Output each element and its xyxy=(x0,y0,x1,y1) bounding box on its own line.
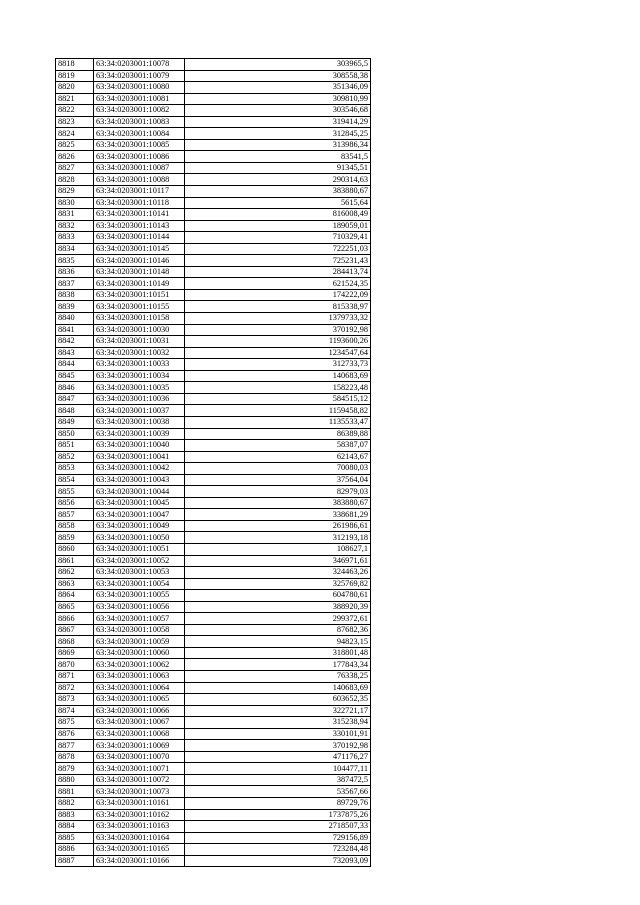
row-number-cell: 8865 xyxy=(56,601,94,613)
row-number-cell: 8842 xyxy=(56,336,94,348)
row-number-cell: 8821 xyxy=(56,93,94,105)
cadastral-number-cell: 63:34:0203001:10086 xyxy=(94,151,185,163)
cadastral-number-cell: 63:34:0203001:10149 xyxy=(94,278,185,290)
cadastral-number-cell: 63:34:0203001:10118 xyxy=(94,197,185,209)
cadastral-value-cell: 87682,36 xyxy=(185,624,371,636)
row-number-cell: 8832 xyxy=(56,220,94,232)
cadastral-number-cell: 63:34:0203001:10063 xyxy=(94,670,185,682)
cadastral-value-cell: 732093,09 xyxy=(185,855,371,867)
table-row xyxy=(56,301,371,313)
table-row xyxy=(56,832,371,844)
cadastral-number-cell: 63:34:0203001:10042 xyxy=(94,463,185,475)
table-row xyxy=(56,393,371,405)
table-row xyxy=(56,774,371,786)
cadastral-number-cell: 63:34:0203001:10070 xyxy=(94,751,185,763)
cadastral-value-cell: 325769,82 xyxy=(185,578,371,590)
cadastral-number-cell: 63:34:0203001:10067 xyxy=(94,717,185,729)
cadastral-value-cell: 94823,15 xyxy=(185,636,371,648)
cadastral-number-cell: 63:34:0203001:10043 xyxy=(94,474,185,486)
cadastral-number-cell: 63:34:0203001:10031 xyxy=(94,336,185,348)
table-row xyxy=(56,186,371,198)
cadastral-number-cell: 63:34:0203001:10078 xyxy=(94,59,185,71)
cadastral-value-cell: 604780,61 xyxy=(185,590,371,602)
row-number-cell: 8872 xyxy=(56,682,94,694)
row-number-cell: 8840 xyxy=(56,313,94,325)
row-number-cell: 8877 xyxy=(56,740,94,752)
cadastral-number-cell: 63:34:0203001:10044 xyxy=(94,486,185,498)
row-number-cell: 8848 xyxy=(56,405,94,417)
row-number-cell: 8837 xyxy=(56,278,94,290)
cadastral-number-cell: 63:34:0203001:10162 xyxy=(94,809,185,821)
table-row xyxy=(56,740,371,752)
table-row xyxy=(56,416,371,428)
cadastral-value-cell: 388920,39 xyxy=(185,601,371,613)
cadastral-value-cell: 621524,35 xyxy=(185,278,371,290)
table-row xyxy=(56,232,371,244)
cadastral-number-cell: 63:34:0203001:10052 xyxy=(94,555,185,567)
table-row xyxy=(56,486,371,498)
table-row xyxy=(56,474,371,486)
cadastral-value-cell: 58387,07 xyxy=(185,440,371,452)
table-row xyxy=(56,209,371,221)
cadastral-number-cell: 63:34:0203001:10059 xyxy=(94,636,185,648)
cadastral-number-cell: 63:34:0203001:10071 xyxy=(94,763,185,775)
table-row xyxy=(56,382,371,394)
row-number-cell: 8862 xyxy=(56,567,94,579)
row-number-cell: 8836 xyxy=(56,266,94,278)
cadastral-number-cell: 63:34:0203001:10165 xyxy=(94,844,185,856)
cadastral-value-cell: 284413,74 xyxy=(185,266,371,278)
cadastral-value-cell: 86389,88 xyxy=(185,428,371,440)
table-row xyxy=(56,405,371,417)
cadastral-number-cell: 63:34:0203001:10117 xyxy=(94,186,185,198)
cadastral-value-cell: 1379733,32 xyxy=(185,313,371,325)
table-row xyxy=(56,682,371,694)
row-number-cell: 8880 xyxy=(56,774,94,786)
table-row xyxy=(56,567,371,579)
cadastral-number-cell: 63:34:0203001:10066 xyxy=(94,705,185,717)
cadastral-number-cell: 63:34:0203001:10036 xyxy=(94,393,185,405)
cadastral-value-cell: 710329,41 xyxy=(185,232,371,244)
table-row xyxy=(56,751,371,763)
cadastral-value-cell: 370192,98 xyxy=(185,740,371,752)
cadastral-number-cell: 63:34:0203001:10030 xyxy=(94,324,185,336)
cadastral-value-cell: 83541,5 xyxy=(185,151,371,163)
row-number-cell: 8854 xyxy=(56,474,94,486)
row-number-cell: 8858 xyxy=(56,520,94,532)
cadastral-number-cell: 63:34:0203001:10040 xyxy=(94,440,185,452)
cadastral-number-cell: 63:34:0203001:10053 xyxy=(94,567,185,579)
table-row xyxy=(56,162,371,174)
cadastral-number-cell: 63:34:0203001:10064 xyxy=(94,682,185,694)
cadastral-value-cell: 299372,61 xyxy=(185,613,371,625)
table-row xyxy=(56,520,371,532)
table-row xyxy=(56,728,371,740)
table-row xyxy=(56,717,371,729)
table-row xyxy=(56,659,371,671)
table-row xyxy=(56,370,371,382)
cadastral-number-cell: 63:34:0203001:10080 xyxy=(94,82,185,94)
cadastral-value-cell: 177843,34 xyxy=(185,659,371,671)
cadastral-value-cell: 108627,1 xyxy=(185,543,371,555)
row-number-cell: 8826 xyxy=(56,151,94,163)
row-number-cell: 8823 xyxy=(56,116,94,128)
cadastral-value-cell: 140683,69 xyxy=(185,370,371,382)
row-number-cell: 8884 xyxy=(56,821,94,833)
cadastral-number-cell: 63:34:0203001:10158 xyxy=(94,313,185,325)
cadastral-value-cell: 815338,97 xyxy=(185,301,371,313)
cadastral-value-cell: 603652,35 xyxy=(185,694,371,706)
table-row xyxy=(56,590,371,602)
table-row xyxy=(56,93,371,105)
table-row xyxy=(56,543,371,555)
cadastral-number-cell: 63:34:0203001:10155 xyxy=(94,301,185,313)
row-number-cell: 8845 xyxy=(56,370,94,382)
table-row xyxy=(56,798,371,810)
cadastral-number-cell: 63:34:0203001:10056 xyxy=(94,601,185,613)
row-number-cell: 8867 xyxy=(56,624,94,636)
row-number-cell: 8844 xyxy=(56,359,94,371)
cadastral-number-cell: 63:34:0203001:10072 xyxy=(94,774,185,786)
table-row xyxy=(56,670,371,682)
table-row xyxy=(56,197,371,209)
row-number-cell: 8849 xyxy=(56,416,94,428)
table-row xyxy=(56,809,371,821)
row-number-cell: 8856 xyxy=(56,497,94,509)
row-number-cell: 8860 xyxy=(56,543,94,555)
row-number-cell: 8828 xyxy=(56,174,94,186)
row-number-cell: 8885 xyxy=(56,832,94,844)
row-number-cell: 8855 xyxy=(56,486,94,498)
cadastral-number-cell: 63:34:0203001:10081 xyxy=(94,93,185,105)
cadastral-number-cell: 63:34:0203001:10060 xyxy=(94,647,185,659)
cadastral-number-cell: 63:34:0203001:10073 xyxy=(94,786,185,798)
row-number-cell: 8819 xyxy=(56,70,94,82)
cadastral-value-cell: 82979,03 xyxy=(185,486,371,498)
cadastral-number-cell: 63:34:0203001:10055 xyxy=(94,590,185,602)
table-row xyxy=(56,636,371,648)
row-number-cell: 8843 xyxy=(56,347,94,359)
row-number-cell: 8822 xyxy=(56,105,94,117)
cadastral-number-cell: 63:34:0203001:10143 xyxy=(94,220,185,232)
cadastral-number-cell: 63:34:0203001:10058 xyxy=(94,624,185,636)
cadastral-number-cell: 63:34:0203001:10049 xyxy=(94,520,185,532)
table-row xyxy=(56,694,371,706)
cadastral-value-cell: 1234547,64 xyxy=(185,347,371,359)
row-number-cell: 8835 xyxy=(56,255,94,267)
table-row xyxy=(56,763,371,775)
cadastral-number-cell: 63:34:0203001:10068 xyxy=(94,728,185,740)
table-row xyxy=(56,139,371,151)
table-row xyxy=(56,128,371,140)
cadastral-number-cell: 63:34:0203001:10141 xyxy=(94,209,185,221)
table-row xyxy=(56,359,371,371)
cadastral-number-cell: 63:34:0203001:10051 xyxy=(94,543,185,555)
row-number-cell: 8829 xyxy=(56,186,94,198)
cadastral-value-cell: 70080,03 xyxy=(185,463,371,475)
cadastral-value-cell: 303965,5 xyxy=(185,59,371,71)
cadastral-value-cell: 37564,04 xyxy=(185,474,371,486)
cadastral-value-cell: 261986,61 xyxy=(185,520,371,532)
table-row xyxy=(56,70,371,82)
row-number-cell: 8839 xyxy=(56,301,94,313)
cadastral-number-cell: 63:34:0203001:10038 xyxy=(94,416,185,428)
cadastral-number-cell: 63:34:0203001:10145 xyxy=(94,243,185,255)
table-row xyxy=(56,451,371,463)
table-row xyxy=(56,613,371,625)
cadastral-value-cell: 312845,25 xyxy=(185,128,371,140)
table-row xyxy=(56,220,371,232)
cadastral-value-cell: 330101,91 xyxy=(185,728,371,740)
row-number-cell: 8825 xyxy=(56,139,94,151)
cadastral-number-cell: 63:34:0203001:10045 xyxy=(94,497,185,509)
table-row xyxy=(56,255,371,267)
cadastral-number-cell: 63:34:0203001:10148 xyxy=(94,266,185,278)
table-row xyxy=(56,555,371,567)
cadastral-value-cell: 723284,48 xyxy=(185,844,371,856)
cadastral-value-cell: 383880,67 xyxy=(185,497,371,509)
cadastral-value-cell: 351346,09 xyxy=(185,82,371,94)
row-number-cell: 8834 xyxy=(56,243,94,255)
cadastral-value-cell: 290314,63 xyxy=(185,174,371,186)
table-row xyxy=(56,336,371,348)
cadastral-value-cell: 1135533,47 xyxy=(185,416,371,428)
cadastral-number-cell: 63:34:0203001:10035 xyxy=(94,382,185,394)
cadastral-number-cell: 63:34:0203001:10054 xyxy=(94,578,185,590)
cadastral-number-cell: 63:34:0203001:10069 xyxy=(94,740,185,752)
row-number-cell: 8830 xyxy=(56,197,94,209)
cadastral-value-cell: 91345,51 xyxy=(185,162,371,174)
cadastral-number-cell: 63:34:0203001:10161 xyxy=(94,798,185,810)
table-row xyxy=(56,463,371,475)
cadastral-value-cell: 89729,76 xyxy=(185,798,371,810)
cadastral-value-cell: 308558,38 xyxy=(185,70,371,82)
row-number-cell: 8876 xyxy=(56,728,94,740)
table-row xyxy=(56,509,371,521)
cadastral-value-cell: 338681,29 xyxy=(185,509,371,521)
row-number-cell: 8879 xyxy=(56,763,94,775)
table-row xyxy=(56,266,371,278)
row-number-cell: 8818 xyxy=(56,59,94,71)
cadastral-value-cell: 62143,67 xyxy=(185,451,371,463)
cadastral-value-cell: 5615,64 xyxy=(185,197,371,209)
table-row xyxy=(56,428,371,440)
table-row xyxy=(56,243,371,255)
cadastral-number-cell: 63:34:0203001:10041 xyxy=(94,451,185,463)
table-row xyxy=(56,440,371,452)
row-number-cell: 8824 xyxy=(56,128,94,140)
row-number-cell: 8863 xyxy=(56,578,94,590)
cadastral-value-cell: 729156,89 xyxy=(185,832,371,844)
table-row xyxy=(56,313,371,325)
row-number-cell: 8831 xyxy=(56,209,94,221)
cadastral-number-cell: 63:34:0203001:10085 xyxy=(94,139,185,151)
cadastral-value-cell: 1737875,26 xyxy=(185,809,371,821)
table-row xyxy=(56,601,371,613)
table-row xyxy=(56,578,371,590)
cadastral-value-cell: 140683,69 xyxy=(185,682,371,694)
cadastral-value-cell: 370192,98 xyxy=(185,324,371,336)
row-number-cell: 8886 xyxy=(56,844,94,856)
cadastral-number-cell: 63:34:0203001:10082 xyxy=(94,105,185,117)
row-number-cell: 8866 xyxy=(56,613,94,625)
row-number-cell: 8869 xyxy=(56,647,94,659)
row-number-cell: 8827 xyxy=(56,162,94,174)
row-number-cell: 8871 xyxy=(56,670,94,682)
cadastral-value-cell: 725231,43 xyxy=(185,255,371,267)
cadastral-number-cell: 63:34:0203001:10039 xyxy=(94,428,185,440)
row-number-cell: 8887 xyxy=(56,855,94,867)
table-row xyxy=(56,532,371,544)
cadastral-value-cell: 722251,03 xyxy=(185,243,371,255)
cadastral-value-cell: 387472,5 xyxy=(185,774,371,786)
table-row xyxy=(56,647,371,659)
cadastral-number-cell: 63:34:0203001:10065 xyxy=(94,694,185,706)
cadastral-value-cell: 312733,73 xyxy=(185,359,371,371)
table-row xyxy=(56,151,371,163)
table-body xyxy=(56,59,371,867)
cadastral-number-cell: 63:34:0203001:10062 xyxy=(94,659,185,671)
row-number-cell: 8847 xyxy=(56,393,94,405)
row-number-cell: 8864 xyxy=(56,590,94,602)
row-number-cell: 8838 xyxy=(56,289,94,301)
table-row xyxy=(56,116,371,128)
table-row xyxy=(56,497,371,509)
table-row xyxy=(56,705,371,717)
row-number-cell: 8882 xyxy=(56,798,94,810)
table-row xyxy=(56,324,371,336)
table-row xyxy=(56,278,371,290)
table-row xyxy=(56,855,371,867)
cadastral-number-cell: 63:34:0203001:10083 xyxy=(94,116,185,128)
row-number-cell: 8853 xyxy=(56,463,94,475)
cadastral-number-cell: 63:34:0203001:10033 xyxy=(94,359,185,371)
cadastral-value-cell: 318801,48 xyxy=(185,647,371,659)
table-row xyxy=(56,174,371,186)
cadastral-number-cell: 63:34:0203001:10047 xyxy=(94,509,185,521)
cadastral-value-cell: 1159458,82 xyxy=(185,405,371,417)
row-number-cell: 8870 xyxy=(56,659,94,671)
row-number-cell: 8859 xyxy=(56,532,94,544)
table-row xyxy=(56,624,371,636)
cadastral-value-cell: 158223,48 xyxy=(185,382,371,394)
row-number-cell: 8875 xyxy=(56,717,94,729)
cadastral-value-cell: 189059,01 xyxy=(185,220,371,232)
row-number-cell: 8833 xyxy=(56,232,94,244)
row-number-cell: 8874 xyxy=(56,705,94,717)
row-number-cell: 8878 xyxy=(56,751,94,763)
cadastral-number-cell: 63:34:0203001:10146 xyxy=(94,255,185,267)
cadastral-value-cell: 303546,68 xyxy=(185,105,371,117)
cadastral-value-cell: 471176,27 xyxy=(185,751,371,763)
row-number-cell: 8850 xyxy=(56,428,94,440)
cadastral-value-cell: 309810,99 xyxy=(185,93,371,105)
table-row xyxy=(56,289,371,301)
cadastral-value-cell: 104477,11 xyxy=(185,763,371,775)
table-row xyxy=(56,844,371,856)
cadastral-value-cell: 313986,34 xyxy=(185,139,371,151)
row-number-cell: 8820 xyxy=(56,82,94,94)
cadastral-number-cell: 63:34:0203001:10084 xyxy=(94,128,185,140)
table-row xyxy=(56,82,371,94)
cadastral-number-cell: 63:34:0203001:10144 xyxy=(94,232,185,244)
row-number-cell: 8868 xyxy=(56,636,94,648)
row-number-cell: 8846 xyxy=(56,382,94,394)
table-row xyxy=(56,821,371,833)
cadastral-number-cell: 63:34:0203001:10163 xyxy=(94,821,185,833)
table-row xyxy=(56,786,371,798)
cadastral-value-cell: 312193,18 xyxy=(185,532,371,544)
row-number-cell: 8841 xyxy=(56,324,94,336)
cadastral-value-cell: 816008,49 xyxy=(185,209,371,221)
cadastral-value-cell: 322721,17 xyxy=(185,705,371,717)
cadastral-number-cell: 63:34:0203001:10034 xyxy=(94,370,185,382)
row-number-cell: 8861 xyxy=(56,555,94,567)
row-number-cell: 8852 xyxy=(56,451,94,463)
row-number-cell: 8873 xyxy=(56,694,94,706)
cadastral-number-cell: 63:34:0203001:10050 xyxy=(94,532,185,544)
cadastral-value-cell: 383880,67 xyxy=(185,186,371,198)
cadastral-number-cell: 63:34:0203001:10087 xyxy=(94,162,185,174)
cadastral-number-cell: 63:34:0203001:10057 xyxy=(94,613,185,625)
cadastral-value-cell: 1193600,26 xyxy=(185,336,371,348)
table-row xyxy=(56,347,371,359)
cadastral-value-cell: 53567,66 xyxy=(185,786,371,798)
table-row xyxy=(56,105,371,117)
cadastral-number-cell: 63:34:0203001:10151 xyxy=(94,289,185,301)
row-number-cell: 8857 xyxy=(56,509,94,521)
cadastral-value-cell: 2718507,33 xyxy=(185,821,371,833)
cadastral-value-cell: 346971,61 xyxy=(185,555,371,567)
cadastral-number-cell: 63:34:0203001:10164 xyxy=(94,832,185,844)
cadastral-number-cell: 63:34:0203001:10079 xyxy=(94,70,185,82)
cadastral-value-cell: 319414,29 xyxy=(185,116,371,128)
row-number-cell: 8883 xyxy=(56,809,94,821)
cadastral-value-cell: 324463,26 xyxy=(185,567,371,579)
cadastral-number-cell: 63:34:0203001:10166 xyxy=(94,855,185,867)
cadastral-value-cell: 174222,09 xyxy=(185,289,371,301)
cadastral-number-cell: 63:34:0203001:10037 xyxy=(94,405,185,417)
cadastral-value-table xyxy=(55,58,371,867)
row-number-cell: 8851 xyxy=(56,440,94,452)
row-number-cell: 8881 xyxy=(56,786,94,798)
cadastral-value-cell: 76338,25 xyxy=(185,670,371,682)
cadastral-value-cell: 315238,94 xyxy=(185,717,371,729)
cadastral-number-cell: 63:34:0203001:10032 xyxy=(94,347,185,359)
cadastral-number-cell: 63:34:0203001:10088 xyxy=(94,174,185,186)
cadastral-value-cell: 584515,12 xyxy=(185,393,371,405)
table-row xyxy=(56,59,371,71)
